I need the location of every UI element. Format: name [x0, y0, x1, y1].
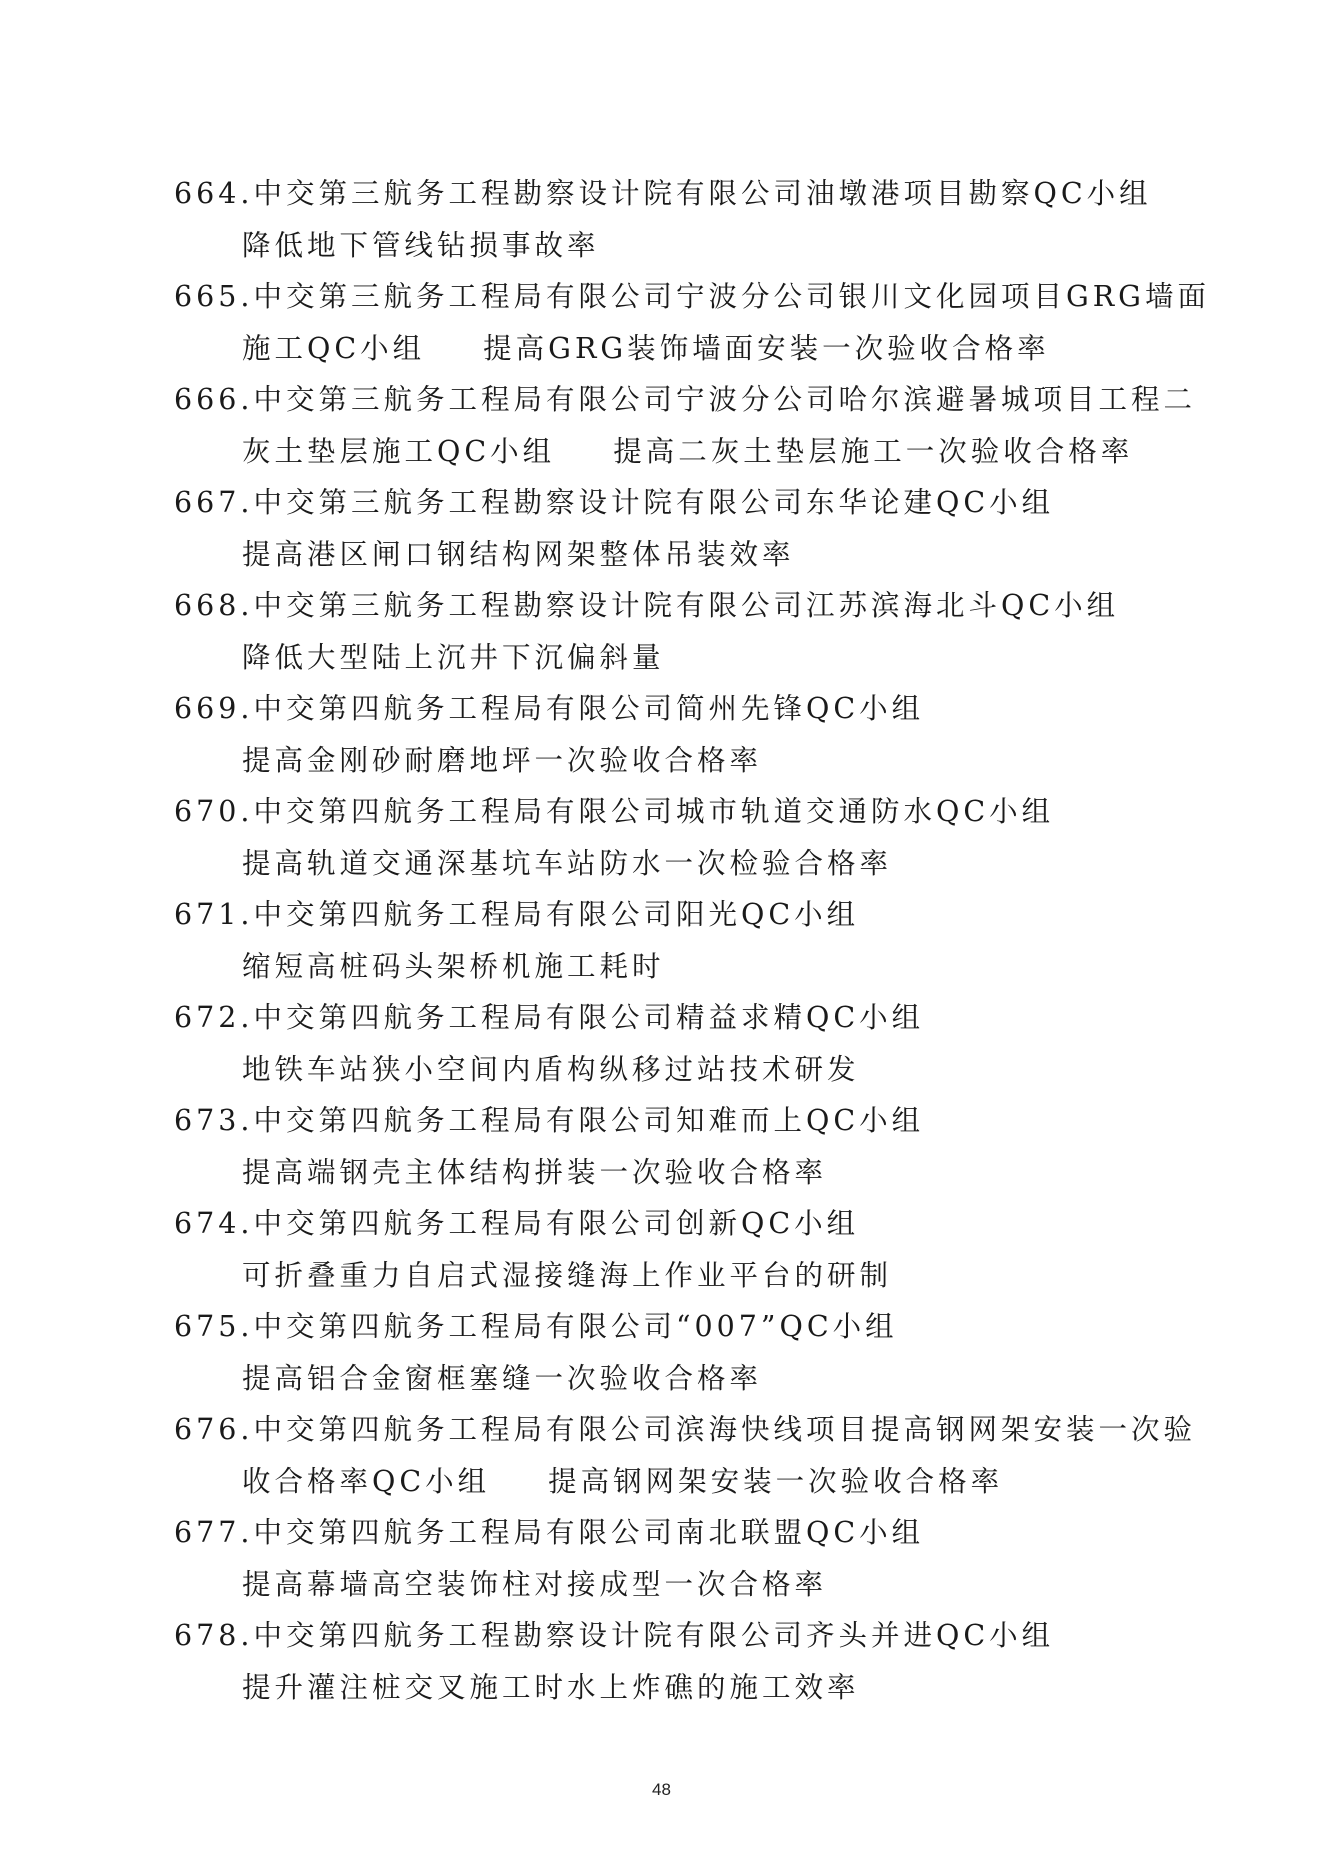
entry-team-line: 676.中交第四航务工程局有限公司滨海快线项目提高钢网架安装一次验 — [174, 1413, 1196, 1446]
entry-topic-line — [174, 426, 1174, 478]
list-item — [174, 580, 1174, 683]
entry-list — [174, 168, 1210, 1713]
entry-topic-line: 提高端钢壳主体结构拼装一次验收合格率 — [242, 1155, 828, 1189]
entry-team-line: 664.中交第三航务工程勘察设计院有限公司油墩港项目勘察QC小组 — [174, 177, 1152, 210]
entry-team-line: 678.中交第四航务工程勘察设计院有限公司齐头并进QC小组 — [174, 1619, 1055, 1652]
entry-team-continuation: 施工QC小组 — [242, 331, 426, 365]
entry-topic-line: 提高铝合金窗框塞缝一次验收合格率 — [242, 1361, 763, 1395]
entry-team-line: 666.中交第三航务工程局有限公司宁波分公司哈尔滨避暑城项目工程二 — [174, 383, 1196, 416]
entry-team-continuation: 灰土垫层施工QC小组 — [242, 434, 556, 468]
list-item — [174, 889, 1174, 992]
entry-team-line: 672.中交第四航务工程局有限公司精益求精QC小组 — [174, 1001, 925, 1034]
entry-team-line: 677.中交第四航务工程局有限公司南北联盟QC小组 — [174, 1516, 925, 1549]
entry-topic-line: 缩短高桩码头架桥机施工耗时 — [242, 949, 665, 983]
list-item — [174, 374, 1196, 477]
entry-topic-line: 降低地下管线钻损事故率 — [242, 228, 600, 262]
entry-topic-line: 提升灌注桩交叉施工时水上炸礁的施工效率 — [242, 1670, 860, 1704]
entry-team-line: 671.中交第四航务工程局有限公司阳光QC小组 — [174, 898, 860, 931]
list-item — [174, 992, 1174, 1095]
entry-topic-line: 可折叠重力自启式湿接缝海上作业平台的研制 — [242, 1258, 893, 1292]
list-item — [174, 271, 1210, 374]
list-item — [174, 477, 1174, 580]
entry-topic: 提高钢网架安装一次验收合格率 — [548, 1464, 1004, 1498]
list-item — [174, 1301, 1174, 1404]
list-item — [174, 1404, 1196, 1507]
list-item — [174, 1507, 1174, 1610]
list-item — [174, 1095, 1174, 1198]
entry-topic: 提高二灰土垫层施工一次验收合格率 — [613, 434, 1134, 468]
entry-team-line: 674.中交第四航务工程局有限公司创新QC小组 — [174, 1207, 860, 1240]
entry-topic: 提高GRG装饰墙面安装一次验收合格率 — [483, 331, 1050, 365]
entry-team-line: 670.中交第四航务工程局有限公司城市轨道交通防水QC小组 — [174, 795, 1055, 828]
entry-topic-line — [174, 323, 1174, 375]
entry-team-line: 673.中交第四航务工程局有限公司知难而上QC小组 — [174, 1104, 925, 1137]
list-item — [174, 1610, 1174, 1713]
entry-topic-line: 地铁车站狭小空间内盾构纵移过站技术研发 — [242, 1052, 860, 1086]
entry-team-line: 665.中交第三航务工程局有限公司宁波分公司银川文化园项目GRG墙面 — [174, 280, 1210, 313]
list-item — [174, 168, 1174, 271]
list-item — [174, 786, 1174, 889]
page-number: 48 — [652, 1780, 671, 1799]
entry-topic-line — [174, 1456, 1174, 1508]
entry-team-line: 667.中交第三航务工程勘察设计院有限公司东华论建QC小组 — [174, 486, 1055, 519]
list-item — [174, 1198, 1174, 1301]
entry-topic-line: 降低大型陆上沉井下沉偏斜量 — [242, 640, 665, 674]
list-item — [174, 683, 1174, 786]
entry-team-line: 669.中交第四航务工程局有限公司简州先锋QC小组 — [174, 692, 925, 725]
entry-topic-line: 提高金刚砂耐磨地坪一次验收合格率 — [242, 743, 763, 777]
entry-team-line: 668.中交第三航务工程勘察设计院有限公司江苏滨海北斗QC小组 — [174, 589, 1120, 622]
entry-topic-line: 提高幕墙高空装饰柱对接成型一次合格率 — [242, 1567, 828, 1601]
entry-team-continuation: 收合格率QC小组 — [242, 1464, 491, 1498]
entry-team-line: 675.中交第四航务工程局有限公司“007”QC小组 — [174, 1310, 898, 1343]
entry-topic-line: 提高港区闸口钢结构网架整体吊装效率 — [242, 537, 795, 571]
entry-topic-line: 提高轨道交通深基坑车站防水一次检验合格率 — [242, 846, 893, 880]
